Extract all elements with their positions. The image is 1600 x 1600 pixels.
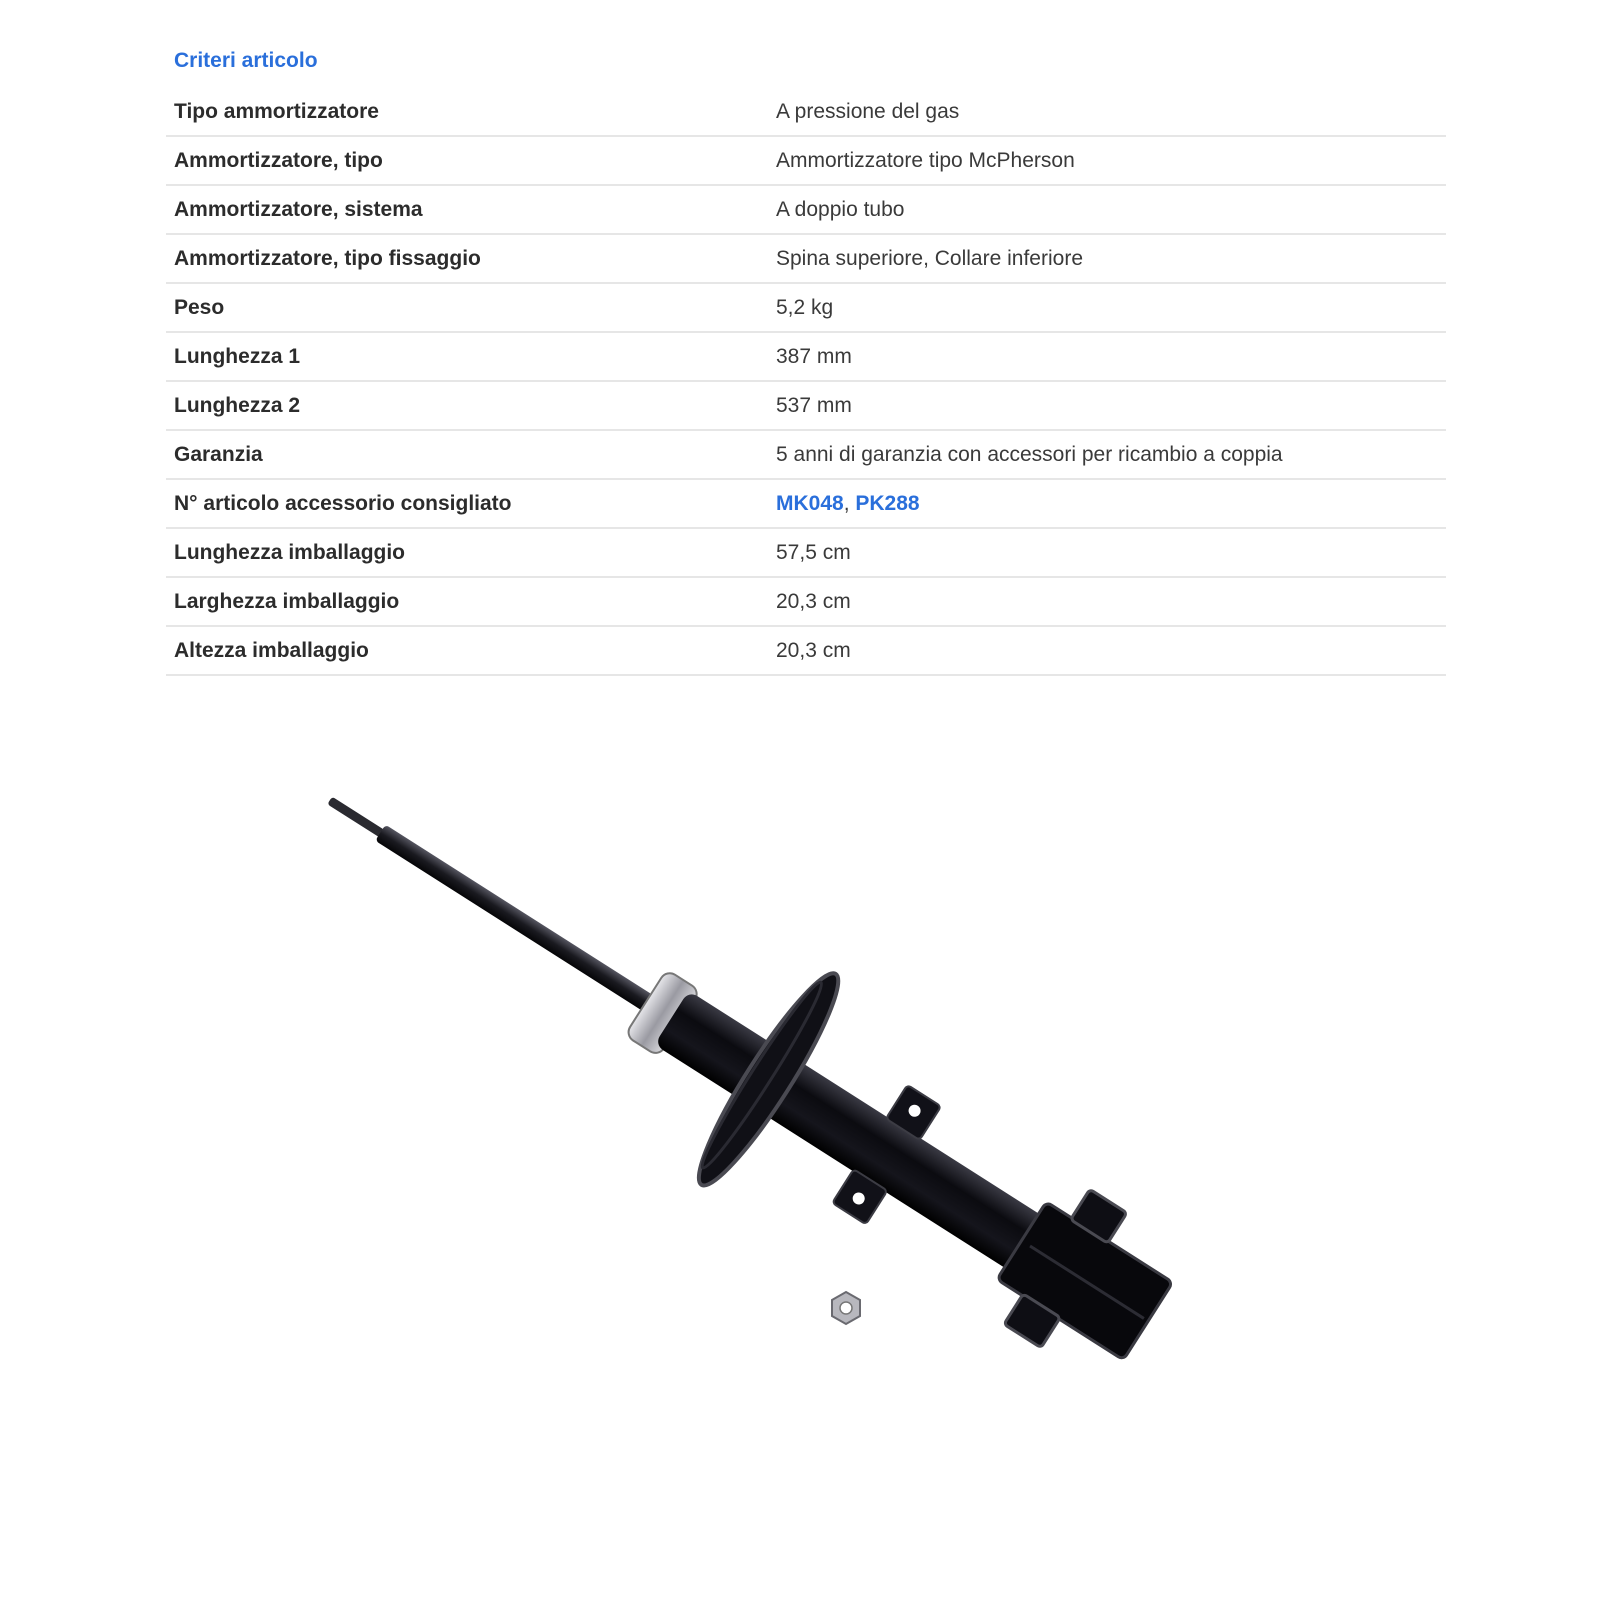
row-value: [776, 492, 1446, 516]
criteria-row-shock-kind: [166, 137, 1446, 186]
row-label: Ammortizzatore, tipo fissaggio: [174, 246, 481, 270]
accessory-link-mk048[interactable]: MK048: [776, 491, 844, 515]
criteria-row-length-2: [166, 382, 1446, 431]
link-separator: ,: [843, 491, 856, 515]
row-label: Tipo ammortizzatore: [174, 99, 379, 123]
criteria-row-weight: [166, 284, 1446, 333]
criteria-row-package-width: [166, 578, 1446, 627]
row-label: N° articolo accessorio consigliato: [174, 491, 512, 515]
row-value: 537 mm: [776, 393, 852, 417]
article-criteria: [166, 40, 1446, 676]
criteria-row-shock-type: [166, 88, 1446, 137]
row-value: 387 mm: [776, 344, 852, 368]
criteria-row-package-height: [166, 627, 1446, 676]
criteria-row-warranty: [166, 431, 1446, 480]
criteria-row-accessory-numbers: [166, 480, 1446, 529]
row-value: Ammortizzatore tipo McPherson: [776, 148, 1075, 172]
criteria-row-length-1: [166, 333, 1446, 382]
row-value: 5 anni di garanzia con accessori per ricambio a coppia: [776, 442, 1283, 466]
row-label: Lunghezza 1: [174, 344, 301, 368]
row-label: Lunghezza 2: [174, 393, 301, 417]
row-label: Garanzia: [174, 442, 263, 466]
row-value: 20,3 cm: [776, 638, 851, 662]
row-value: 5,2 kg: [776, 295, 834, 319]
accessory-link-pk288[interactable]: PK288: [855, 491, 920, 515]
row-label: Larghezza imballaggio: [174, 589, 400, 613]
row-value: A doppio tubo: [776, 197, 905, 221]
row-label: Altezza imballaggio: [174, 638, 369, 662]
criteria-row-shock-system: [166, 186, 1446, 235]
row-label: Peso: [174, 295, 225, 319]
row-value: 57,5 cm: [776, 540, 851, 564]
row-label: Ammortizzatore, tipo: [174, 148, 383, 172]
row-value: 20,3 cm: [776, 589, 851, 613]
criteria-row-package-length: [166, 529, 1446, 578]
product-image-shock-absorber: [300, 780, 1280, 1460]
row-label: Lunghezza imballaggio: [174, 540, 406, 564]
row-label: Ammortizzatore, sistema: [174, 197, 423, 221]
row-value: Spina superiore, Collare inferiore: [776, 246, 1083, 270]
section-title: Criteri articolo: [174, 49, 318, 72]
row-value: A pressione del gas: [776, 99, 960, 123]
criteria-row-mounting-type: [166, 235, 1446, 284]
